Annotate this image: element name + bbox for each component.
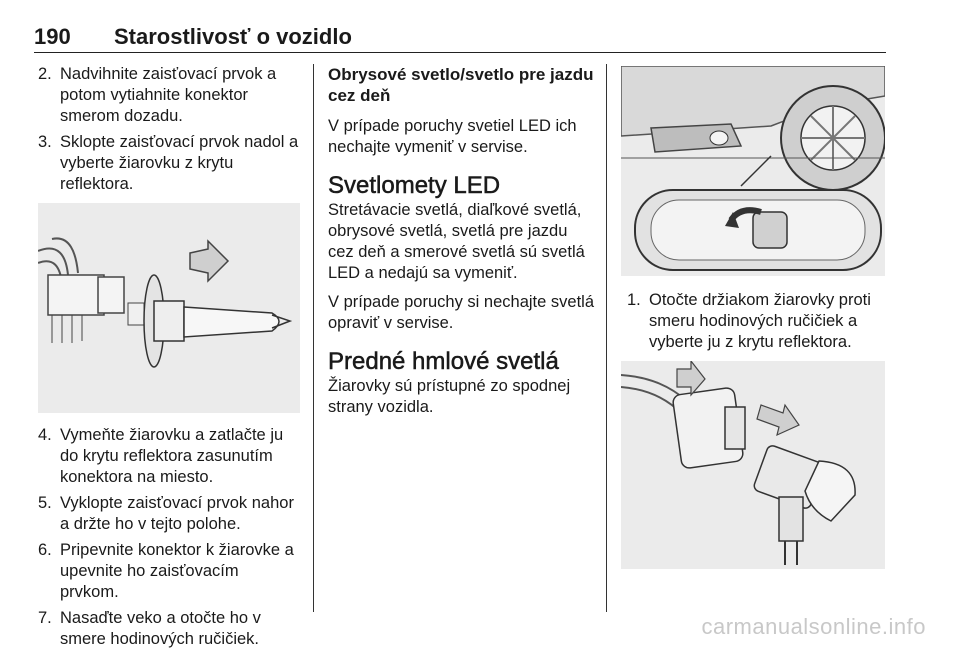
step-item: [38, 540, 300, 603]
step-text: Nasaďte veko a otočte ho v smere hodinových ručičiek.: [60, 609, 261, 648]
column-right: [621, 66, 887, 569]
step-item: [38, 493, 300, 535]
step-number: 1.: [627, 291, 641, 309]
page-header: [34, 22, 886, 53]
steps-list-c: [621, 290, 887, 353]
car-front-svg: [621, 66, 885, 276]
step-number: 3.: [38, 133, 52, 151]
step-text: Vymeňte žiarovku a zatlačte ju do krytu reflektora zasunutím konektora na miesto.: [60, 426, 284, 486]
column-divider-right: [606, 64, 607, 612]
step-number: 4.: [38, 426, 52, 444]
page-title: Starostlivosť o vozidlo: [114, 24, 352, 49]
step-text: Sklopte zaisťovací prvok nadol a vyberte žiarovku z krytu reflektora.: [60, 133, 299, 193]
step-item: [38, 425, 300, 488]
fog-bulb-svg: [621, 361, 885, 569]
drl-text: V prípade poruchy svetiel LED ich nechajte vymeniť v servise.: [328, 117, 577, 156]
step-text: Pripevnite konektor k žiarovke a upevnite ho zaisťovacím prvkom.: [60, 541, 294, 601]
led-heading: Svetlomety LED: [328, 172, 501, 199]
fog-text: Žiarovky sú prístupné zo spodnej strany vozidla.: [328, 377, 571, 416]
step-item: [38, 64, 300, 127]
led-text-2: V prípade poruchy si nechajte svetlá opraviť v servise.: [328, 293, 594, 332]
step-number: 7.: [38, 609, 52, 627]
drl-heading: Obrysové svetlo/svetlo pre jazdu cez deň: [328, 65, 594, 105]
page-number: 190: [34, 24, 71, 49]
step-number: 6.: [38, 541, 52, 559]
fog-heading: Predné hmlové svetlá: [328, 348, 559, 375]
bulb-replacement-illustration: [38, 203, 300, 413]
step-number: 5.: [38, 494, 52, 512]
step-text: Nadvihnite zaisťovací prvok a potom vytiahnite konektor smerom dozadu.: [60, 65, 277, 125]
step-item: [627, 290, 887, 353]
column-middle: [328, 64, 594, 426]
column-divider-left: [313, 64, 314, 612]
steps-list-a: [38, 64, 300, 195]
step-text: Vyklopte zaisťovací prvok nahor a držte ho v tejto polohe.: [60, 494, 294, 533]
led-text-1: Stretávacie svetlá, diaľkové svetlá, obrysové svetlá, svetlá pre jazdu cez deň a smerové svetlá sú svetlá LED a nedajú sa vymeniť.: [328, 201, 585, 282]
column-left: [38, 64, 300, 655]
watermark: carmanualsonline.info: [701, 614, 926, 639]
fog-bulb-illustration: [621, 361, 885, 569]
steps-list-b: [38, 425, 300, 650]
step-text: Otočte držiakom žiarovky proti smeru hodinových ručičiek a vyberte ju z krytu reflektora.: [649, 291, 871, 351]
fog-light-location-illustration: [621, 66, 885, 276]
step-item: [38, 608, 300, 650]
bulb-illustration-svg: [38, 203, 300, 413]
step-number: 2.: [38, 65, 52, 83]
step-item: [38, 132, 300, 195]
